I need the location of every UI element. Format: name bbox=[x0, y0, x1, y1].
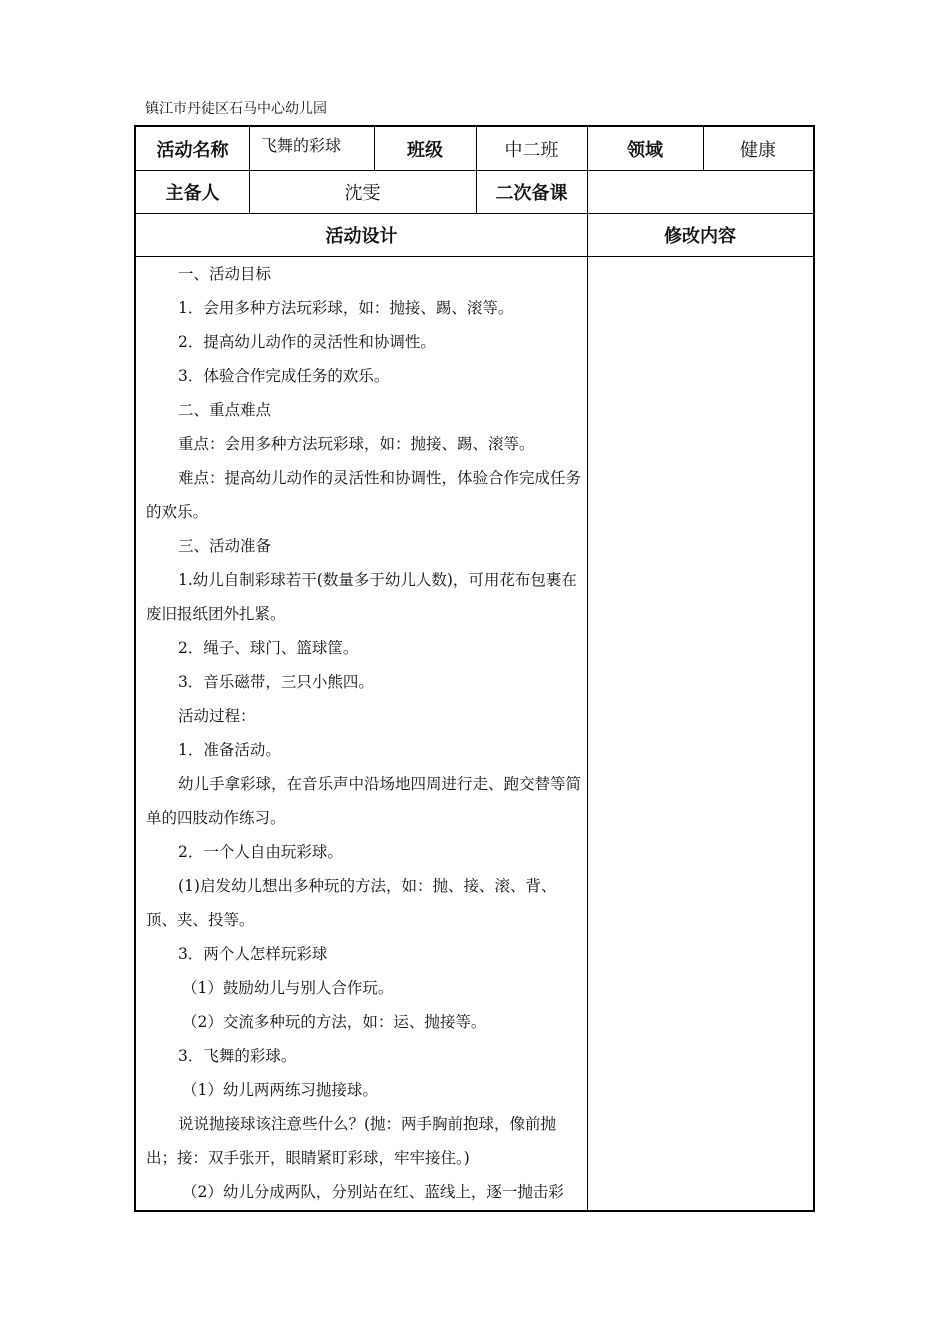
class-label: 班级 bbox=[407, 139, 443, 161]
activity-name-label: 活动名称 bbox=[156, 139, 229, 161]
design-paragraph: 1．准备活动。 bbox=[178, 741, 281, 759]
design-paragraph: 说说抛接球该注意些什么？(抛：两手胸前抱球，像前抛出；接：双手张开，眼睛紧盯彩球，牢牢接住。) bbox=[146, 1115, 557, 1167]
design-paragraph: 活动过程： bbox=[178, 707, 256, 725]
revision-header: 修改内容 bbox=[664, 225, 736, 247]
design-paragraph: 2．一个人自由玩彩球。 bbox=[178, 843, 343, 861]
design-paragraph: 三、活动准备 bbox=[178, 537, 272, 555]
design-paragraph: （1）幼儿两两练习抛接球。 bbox=[182, 1081, 378, 1099]
second-prep-label: 二次备课 bbox=[495, 182, 568, 204]
design-paragraph: 重点：会用多种方法玩彩球，如：抛接、踢、滚等。 bbox=[178, 435, 535, 453]
class-value: 中二班 bbox=[504, 139, 559, 161]
design-paragraph: 1.幼儿自制彩球若干(数量多于幼儿人数)，可用花布包裹在废旧报纸团外扎紧。 bbox=[146, 571, 577, 623]
preparer-value: 沈雯 bbox=[344, 182, 381, 204]
design-paragraph: 3．体验合作完成任务的欢乐。 bbox=[178, 367, 390, 385]
design-paragraph: 2．绳子、球门、篮球筐。 bbox=[178, 639, 359, 657]
preparer-label: 主备人 bbox=[165, 182, 220, 204]
activity-name-value: 飞舞的彩球 bbox=[261, 136, 342, 155]
design-paragraph: 二、重点难点 bbox=[178, 401, 272, 419]
second-prep-value bbox=[587, 170, 813, 213]
design-paragraph: （1）鼓励幼儿与别人合作玩。 bbox=[182, 979, 394, 997]
school-name: 镇江市丹徒区石马中心幼儿园 bbox=[145, 101, 327, 117]
revision-content bbox=[587, 257, 813, 1207]
activity-design-content bbox=[136, 257, 588, 1209]
design-paragraph: 难点：提高幼儿动作的灵活性和协调性，体验合作完成任务的欢乐。 bbox=[146, 469, 582, 521]
design-paragraph: 1．会用多种方法玩彩球，如：抛接、踢、滚等。 bbox=[178, 299, 514, 317]
design-paragraph: 3．音乐磁带，三只小熊四。 bbox=[178, 673, 374, 691]
design-paragraph: 3．飞舞的彩球。 bbox=[178, 1047, 297, 1065]
design-paragraph: 一、活动目标 bbox=[178, 265, 272, 283]
domain-label: 领域 bbox=[627, 139, 663, 161]
design-paragraph: （2）交流多种玩的方法，如：运、抛接等。 bbox=[182, 1013, 487, 1031]
design-paragraph: 3．两个人怎样玩彩球 bbox=[178, 945, 328, 963]
design-header: 活动设计 bbox=[325, 225, 398, 247]
design-paragraph: 幼儿手拿彩球，在音乐声中沿场地四周进行走、跑交替等简单的四肢动作练习。 bbox=[146, 775, 582, 827]
design-paragraph: 2．提高幼儿动作的灵活性和协调性。 bbox=[178, 333, 436, 351]
lesson-plan-table bbox=[134, 125, 815, 1212]
design-paragraph: （2）幼儿分成两队，分别站在红、蓝线上，逐一抛击彩 bbox=[182, 1183, 564, 1201]
domain-value: 健康 bbox=[740, 139, 776, 161]
design-paragraph: (1)启发幼儿想出多种玩的方法，如：抛、接、滚、背、顶、夹、投等。 bbox=[146, 877, 557, 929]
